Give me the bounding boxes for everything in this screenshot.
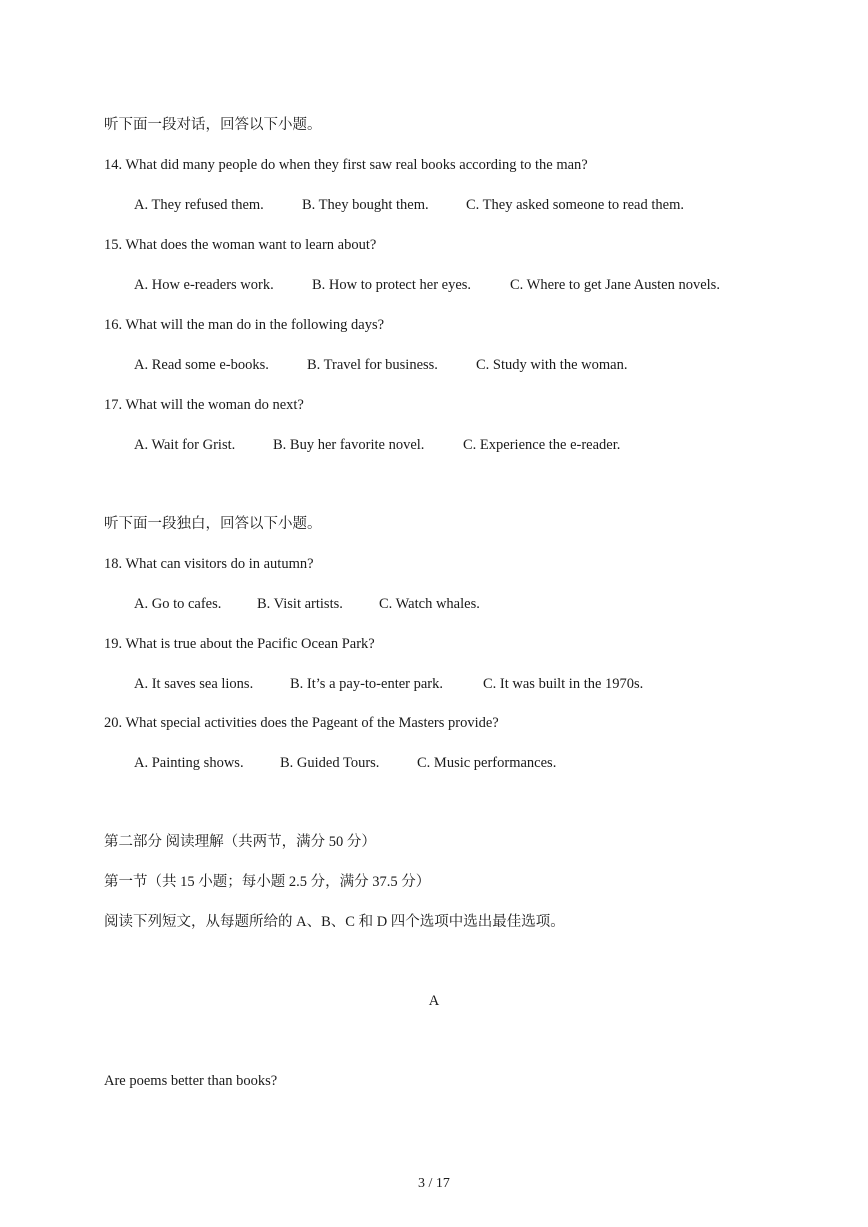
question-19: 19. What is true about the Pacific Ocean Park?: [104, 636, 375, 652]
option-c: C. Music performances.: [417, 755, 557, 771]
option-b: B. Buy her favorite novel.: [273, 437, 425, 453]
section1-heading: 听下面一段对话，回答以下小题。: [104, 117, 322, 133]
option-a: A. They refused them.: [134, 197, 264, 213]
option-a: A. Painting shows.: [134, 755, 244, 771]
option-c: C. It was built in the 1970s.: [483, 676, 644, 692]
question-20: 20. What special activities does the Pageant of the Masters provide?: [104, 715, 499, 731]
option-b: B. Guided Tours.: [280, 755, 380, 771]
option-c: C. Where to get Jane Austen novels.: [510, 277, 720, 293]
option-c: C. Study with the woman.: [476, 357, 628, 373]
option-b: B. They bought them.: [302, 197, 429, 213]
option-a: A. Read some e-books.: [134, 357, 269, 373]
section2-heading: 听下面一段独白，回答以下小题。: [104, 516, 322, 532]
part2-heading: 第二部分 阅读理解（共两节，满分 50 分）: [104, 834, 376, 850]
reading-instruction: 阅读下列短文，从每题所给的 A、B、C 和 D 四个选项中选出最佳选项。: [104, 914, 565, 930]
passage-title: Are poems better than books?: [104, 1073, 278, 1089]
option-c: C. Experience the e-reader.: [463, 437, 621, 453]
option-a: A. How e-readers work.: [134, 277, 274, 293]
page-number: 3 / 17: [418, 1176, 450, 1191]
option-b: B. How to protect her eyes.: [312, 277, 472, 293]
option-b: B. Visit artists.: [257, 596, 343, 612]
question-14: 14. What did many people do when they first saw real books according to the man?: [104, 157, 588, 173]
question-16: 16. What will the man do in the following days?: [104, 317, 385, 333]
option-b: B. It’s a pay-to-enter park.: [290, 676, 444, 692]
option-a: A. Go to cafes.: [134, 596, 222, 612]
question-15: 15. What does the woman want to learn about?: [104, 237, 377, 253]
option-a: A. Wait for Grist.: [134, 437, 236, 453]
option-b: B. Travel for business.: [307, 357, 438, 373]
option-c: C. Watch whales.: [379, 596, 480, 612]
section-heading: 第一节（共 15 小题；每小题 2.5 分，满分 37.5 分）: [104, 874, 431, 890]
option-a: A. It saves sea lions.: [134, 676, 254, 692]
question-18: 18. What can visitors do in autumn?: [104, 556, 314, 572]
passage-label: A: [428, 993, 440, 1009]
question-17: 17. What will the woman do next?: [104, 397, 304, 413]
option-c: C. They asked someone to read them.: [466, 197, 684, 213]
